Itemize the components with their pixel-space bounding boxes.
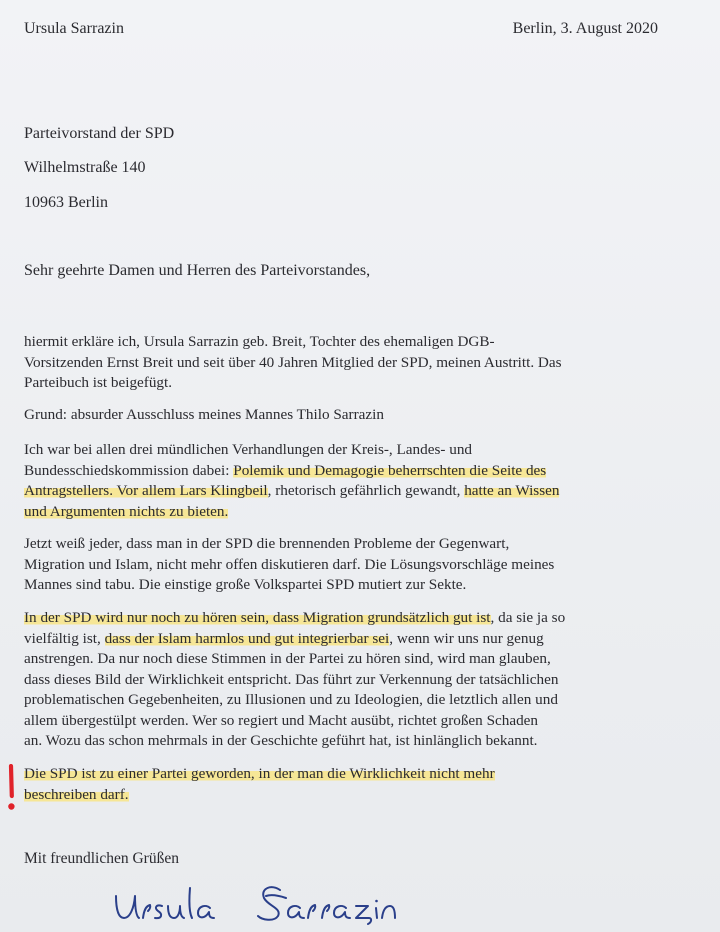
handwritten-signature bbox=[110, 878, 440, 930]
text-line: Ich war bei allen drei mündlichen Verhandlungen der Kreis-, Landes- und bbox=[24, 441, 473, 458]
text-line bbox=[24, 629, 664, 650]
recipient-line-1: Parteivorstand der SPD bbox=[24, 125, 175, 142]
text-line: anstrengen. Da nur noch diese Stimmen in der Partei zu hören sind, wird man glauben, bbox=[24, 650, 551, 667]
sender-name: Ursula Sarrazin bbox=[24, 20, 124, 37]
text-line: hiermit erkläre ich, Ursula Sarrazin geb. Breit, Tochter des ehemaligen DGB- bbox=[24, 333, 495, 350]
text-line: Migration und Islam, nicht mehr offen diskutieren darf. Die Lösungsvorschläge meines bbox=[24, 555, 555, 573]
text-line bbox=[24, 785, 664, 806]
text-line: Jetzt weiß jeder, dass man in der SPD die brennenden Probleme der Gegenwart, bbox=[24, 535, 510, 552]
text-line bbox=[24, 764, 664, 785]
paragraph-migration bbox=[24, 608, 664, 752]
exclamation-mark-icon bbox=[5, 764, 17, 812]
text-line: Grund: absurder Ausschluss meines Mannes Thilo Sarrazin bbox=[24, 406, 384, 423]
paragraph-conclusion bbox=[24, 764, 664, 805]
recipient-line-3: 10963 Berlin bbox=[24, 194, 108, 211]
highlighted-text: Polemik und Demagogie beherrschten die Seite des bbox=[233, 461, 547, 479]
paragraph-taboo bbox=[24, 534, 664, 596]
letter-date: Berlin, 3. August 2020 bbox=[512, 20, 658, 37]
text-line bbox=[24, 461, 664, 482]
text-segment: vielfältig ist, bbox=[24, 629, 105, 647]
paragraph-hearings bbox=[24, 440, 664, 522]
text-segment: , rhetorisch gefährlich gewandt, bbox=[267, 482, 465, 499]
highlighted-text: In der SPD wird nur noch zu hören sein, dass Migration grundsätzlich gut ist bbox=[24, 609, 491, 626]
text-line: Parteibuch ist beigefügt. bbox=[24, 374, 173, 391]
text-line: problematischen Gegebenheiten, zu Illusionen und zu Ideologien, die letztlich allen und bbox=[24, 691, 558, 708]
highlighted-text: beschreiben darf. bbox=[24, 785, 129, 803]
text-line: allem übergestülpt werden. Wer so regiert und Macht ausübt, richtet großen Schaden bbox=[24, 711, 539, 729]
text-line bbox=[24, 502, 664, 523]
text-segment: , wenn wir uns nur genug bbox=[389, 629, 544, 647]
paragraph-resignation bbox=[24, 332, 664, 394]
closing-phrase: Mit freundlichen Grüßen bbox=[24, 850, 179, 867]
text-line: Vorsitzenden Ernst Breit und seit über 40 Jahren Mitglied der SPD, meinen Austritt. Das bbox=[24, 353, 562, 371]
highlighted-text: Antragstellers. Vor allem Lars Klingbeil bbox=[24, 482, 268, 499]
highlighted-text: und Argumenten nichts zu bieten. bbox=[24, 502, 229, 520]
text-line: an. Wozu das schon mehrmals in der Geschichte geführt hat, ist hinlänglich bekannt. bbox=[24, 732, 538, 749]
text-line bbox=[24, 608, 664, 629]
text-segment: Bundesschiedskommission dabei: bbox=[24, 461, 234, 479]
text-line: Mannes sind tabu. Die einstige große Volkspartei SPD mutiert zur Sekte. bbox=[24, 576, 467, 593]
paragraph-reason bbox=[24, 405, 664, 426]
recipient-line-2: Wilhelmstraße 140 bbox=[24, 159, 146, 176]
text-line bbox=[24, 481, 664, 502]
text-line: dass dieses Bild der Wirklichkeit entspricht. Das führt zur Verkennung der tatsächlichen bbox=[24, 670, 559, 688]
highlighted-text: Die SPD ist zu einer Partei geworden, in der man die Wirklichkeit nicht mehr bbox=[24, 765, 495, 782]
text-segment: , da sie ja so bbox=[490, 609, 566, 626]
highlighted-text: dass der Islam harmlos und gut integrierbar sei bbox=[104, 629, 390, 647]
salutation: Sehr geehrte Damen und Herren des Parteivorstandes, bbox=[24, 262, 371, 279]
highlighted-text: hatte an Wissen bbox=[464, 482, 560, 499]
